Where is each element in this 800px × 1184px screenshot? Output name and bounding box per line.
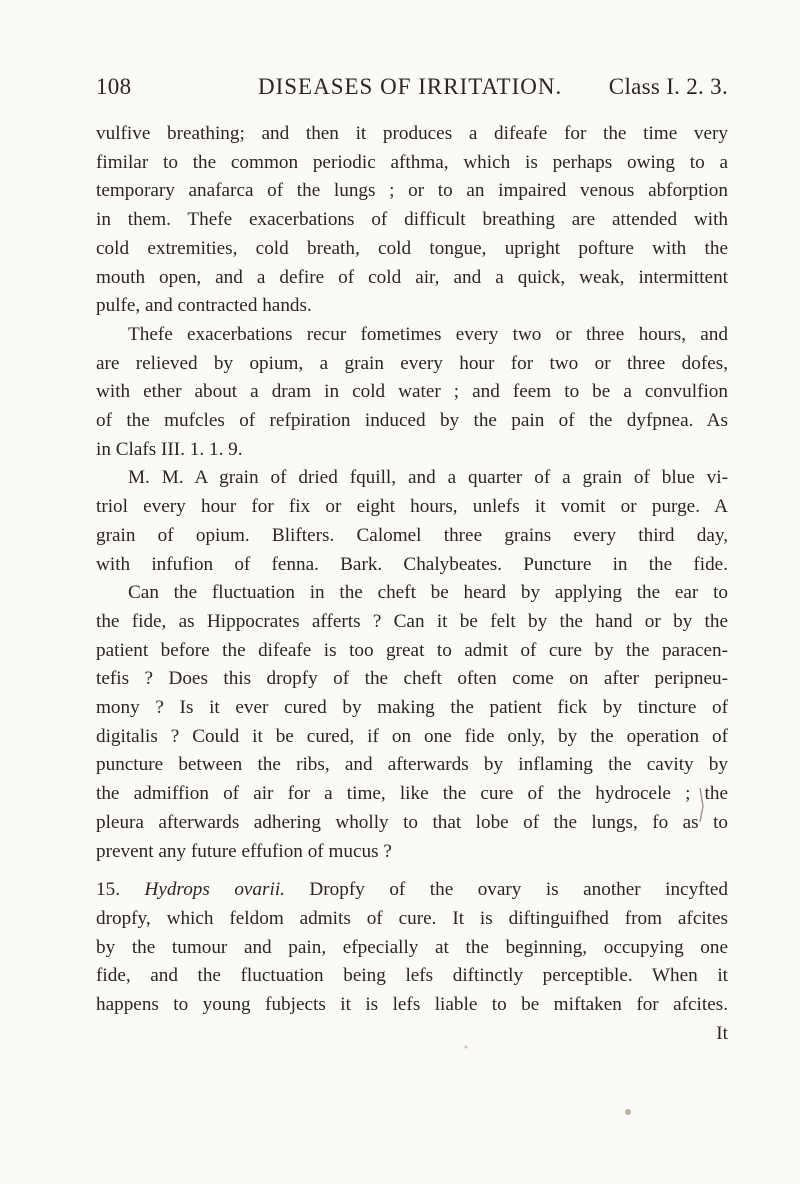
- text-line: fide, and the fluctuation being lefs diftinctly perceptible. When it: [96, 965, 728, 987]
- text-line: mony ? Is it ever cured by making the patient fick by tincture of: [96, 697, 728, 719]
- text-run: 15.: [96, 879, 145, 901]
- text-line: with ether about a dram in cold water ; and feem to be a convulfion: [96, 381, 728, 403]
- text-line: mouth open, and a defire of cold air, and a quick, weak, intermittent: [96, 266, 728, 288]
- text-line: triol every hour for fix or eight hours, unlefs it vomit or purge. A: [96, 496, 728, 518]
- text-line: It: [716, 1022, 728, 1044]
- text-line: pulfe, and contracted hands.: [96, 295, 312, 317]
- text-line: cold extremities, cold breath, cold tongue, upright pofture with the: [96, 237, 728, 259]
- text-line: Can the fluctuation in the cheft be heard by applying the ear to: [128, 582, 728, 604]
- text-line: dropfy, which feldom admits of cure. It is diftinguifhed from afcites: [96, 907, 728, 929]
- text-line: in them. Thefe exacerbations of difficult breathing are attended with: [96, 209, 728, 231]
- text-line: Thefe exacerbations recur fometimes every two or three hours, and: [128, 323, 728, 345]
- text-line: prevent any future effufion of mucus ?: [96, 840, 392, 862]
- text-line: pleura afterwards adhering wholly to that lobe of the lungs, fo as to: [96, 811, 728, 833]
- text-line: are relieved by opium, a grain every hour for two or three dofes,: [96, 352, 728, 374]
- text-line: [96, 876, 728, 905]
- text-line: fimilar to the common periodic afthma, which is perhaps owing to a: [96, 151, 728, 173]
- text-line: grain of opium. Blifters. Calomel three grains every third day,: [96, 524, 728, 546]
- text-line: tefis ? Does this dropfy of the cheft often come on after peripneu-: [96, 668, 728, 690]
- section-heading: Hydrops ovarii.: [144, 879, 285, 901]
- text-line: of the mufcles of refpiration induced by the pain of the dyfpnea. As: [96, 410, 728, 432]
- text-line: digitalis ? Could it be cured, if on one fide only, by the operation of: [96, 725, 728, 747]
- page-header: [96, 74, 728, 110]
- text-line: M. M. A grain of dried fquill, and a quarter of a grain of blue vi-: [128, 467, 728, 489]
- text-line: temporary anafarca of the lungs ; or to an impaired venous abforption: [96, 180, 728, 202]
- page-number: 108: [96, 74, 132, 99]
- text-line: the fide, as Hippocrates afferts ? Can it be felt by the hand or by the: [96, 610, 728, 632]
- paragraph-gap: [96, 866, 728, 876]
- body-text: [96, 120, 728, 1049]
- text-line: the admiffion of air for a time, like the cure of the hydrocele ; the: [96, 783, 728, 805]
- text-line: puncture between the ribs, and afterwards by inflaming the cavity by: [96, 754, 728, 776]
- text-line: happens to young fubjects it is lefs liable to be miftaken for afcites.: [96, 994, 728, 1016]
- class-reference: Class I. 2. 3.: [608, 74, 728, 99]
- text-run: Dropfy of the ovary is another incyfted: [284, 879, 728, 901]
- text-line: in Clafs III. 1. 1. 9.: [96, 438, 243, 460]
- ink-speck: [625, 1109, 631, 1115]
- text-line: with infufion of fenna. Bark. Chalybeates. Puncture in the fide.: [96, 553, 728, 575]
- text-line: vulfive breathing; and then it produces a difeafe for the time very: [96, 123, 728, 144]
- text-line: by the tumour and pain, efpecially at the beginning, occupying one: [96, 936, 728, 958]
- text-line: patient before the difeafe is too great to admit of cure by the paracen-: [96, 639, 728, 661]
- running-title: DISEASES OF IRRITATION.: [258, 74, 563, 99]
